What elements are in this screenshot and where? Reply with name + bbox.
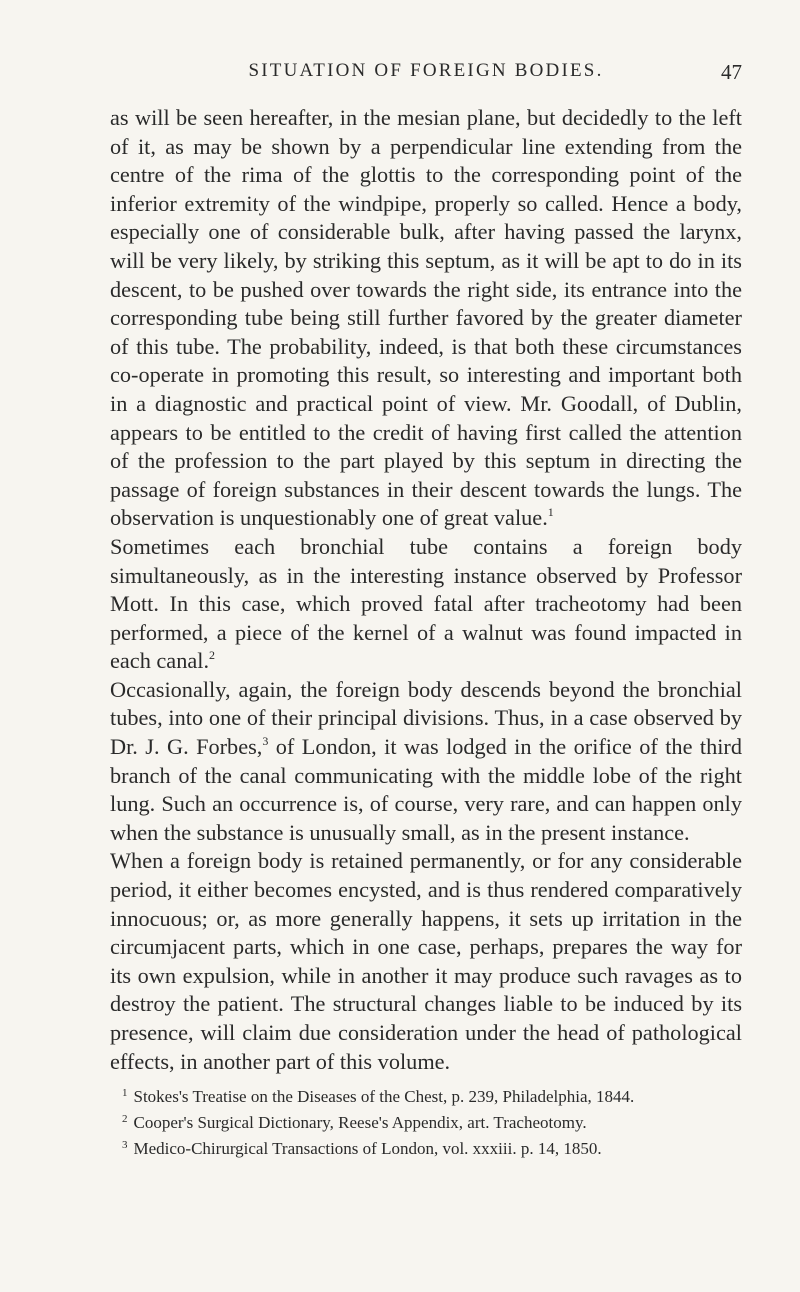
footnotes [110,1082,742,1160]
footnote-text: Medico-Chirurgical Transactions of London, vol. xxxiii. p. 14, 1850. [133,1139,602,1159]
paragraph-text: of London, it was lodged in the orifice of the third branch of the canal communicating with the middle lobe of the right lung. Such an occurrence is, of course, very rare, and can happen only when the substance is unusually small, as in the present instance. [110,734,743,845]
footnote-ref: 2 [209,648,216,663]
footnote [110,1082,742,1108]
footnote-mark: 2 [122,1113,128,1126]
running-head [110,60,742,90]
paragraph [110,847,742,1076]
footnote-text: Cooper's Surgical Dictionary, Reese's Appendix, art. Tracheotomy. [133,1113,587,1133]
footnote [110,1134,742,1160]
footnote-mark: 1 [122,1087,128,1100]
body-text [110,104,742,1076]
paragraph-text: as will be seen hereafter, in the mesian plane, but decidedly to the left of it, as may be shown by a perpendicular line extending from the centre of the rima of the glottis to the corresponding point of the inferior extremity of the windpipe, properly so called. Hence a body, especially one of considerable bulk, after having passed the larynx, will be very likely, by striking this septum, as it will be apt to do in its descent, to be pushed over towards the right side, its entrance into the corresponding tube being still further favored by the greater diameter of this tube. The probability, indeed, is that both these circumstances co-operate in promoting this result, so interesting and important both in a diagnostic and practical point of view. Mr. Goodall, of Dublin, appears to be entitled to the credit of having first called the attention of the profession to the part played by this septum in directing the passage of foreign substances in their descent towards the lungs. The observation is unquestionably one of great value. [110,105,742,531]
paragraph-text: Sometimes each bronchial tube contains a foreign body simultaneously, as in the interesting instance observed by Professor Mott. In this case, which proved fatal after tracheotomy had been performed, a piece of the kernel of a walnut was found impacted in each canal. [110,533,742,674]
footnote-mark: 3 [122,1139,128,1152]
page-number: 47 [721,60,742,84]
footnote [110,1108,742,1134]
footnote-text: Stokes's Treatise on the Diseases of the Chest, p. 239, Philadelphia, 1844. [133,1087,635,1107]
running-title: SITUATION OF FOREIGN BODIES. [248,60,604,81]
paragraph [110,104,742,533]
paragraph [110,676,742,848]
paragraph-text: Occasionally, again, the foreign body descends beyond the bronchial tubes, into one of their principal divisions. Thus, in a case observed by Dr. J. G. Forbes, [110,676,742,760]
paragraph-text: When a foreign body is retained permanently, or for any considerable period, it either becomes encysted, and is thus rendered comparatively innocuous; or, as more generally happens, it sets up irritation in the circumjacent parts, which in one case, perhaps, prepares the way for its own expulsion, while in another it may produce such ravages as to destroy the patient. The structural changes liable to be induced by its presence, will claim due consideration under the head of pathological effects, in another part of this volume. [110,848,742,1074]
paragraph [110,533,742,676]
footnote-ref: 1 [547,505,554,520]
footnote-ref: 3 [262,734,269,749]
